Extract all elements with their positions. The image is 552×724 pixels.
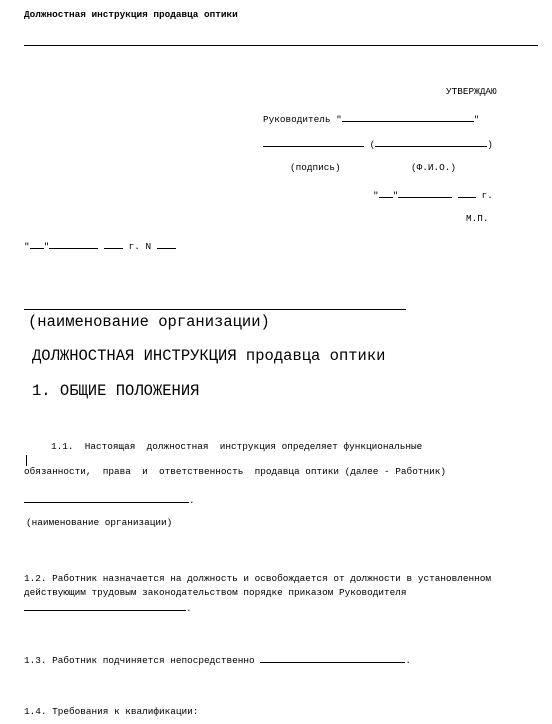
text-cursor — [26, 455, 27, 466]
period: . — [186, 603, 192, 614]
document-title: ДОЛЖНОСТНАЯ ИНСТРУКЦИЯ продавца оптики — [32, 347, 386, 365]
date-quote-close: " — [392, 190, 399, 201]
ref-day-blank — [30, 239, 44, 249]
head-line — [263, 112, 479, 126]
approve-label: УТВЕРЖДАЮ — [446, 86, 497, 97]
ref-year-blank — [104, 239, 123, 249]
period: . — [189, 495, 195, 506]
ref-month-blank — [49, 239, 98, 249]
head-name-blank — [342, 112, 474, 122]
signature-caption: (подпись) — [290, 162, 341, 173]
year-suffix: г. — [481, 190, 493, 201]
clause-1-2-blank-line — [24, 601, 192, 615]
clause-1-2-line1: 1.2. Работник назначается на должность и освобождается от должности в установленном — [24, 573, 491, 584]
clause-1-3-text: 1.3. Работник подчиняется непосредственно — [24, 655, 255, 666]
quote-open: " — [336, 114, 342, 125]
date-quote-open: " — [373, 190, 379, 201]
year-blank — [458, 188, 476, 198]
ref-year-suffix: г. N — [128, 241, 152, 252]
quote-close: " — [473, 114, 480, 125]
document-header-title: Должностная инструкция продавца оптики — [24, 9, 238, 20]
doc-ref-line — [24, 239, 176, 253]
day-blank — [379, 188, 393, 198]
approval-date-line — [373, 188, 493, 202]
signature-line — [263, 137, 493, 151]
head-position-blank — [24, 601, 186, 611]
head-label: Руководитель — [263, 114, 331, 125]
period: . — [405, 655, 411, 666]
paren-close: ) — [487, 139, 493, 150]
clause-1-4-text: 1.4. Требования к квалификации: — [24, 706, 199, 717]
fio-caption: (Ф.И.О.) — [411, 162, 457, 173]
month-blank — [398, 188, 452, 198]
fio-blank — [375, 137, 487, 147]
org-name-rule — [24, 309, 406, 310]
supervisor-blank — [260, 653, 405, 663]
clause-1-1-line1: 1.1. Настоящая должностная инструкция определяет функциональные — [51, 441, 423, 452]
signature-blank — [263, 137, 364, 147]
ref-quote-close: " — [43, 241, 50, 252]
seal-label: М.П. — [466, 213, 489, 224]
clause-1-2-line2: действующим трудовым законодательством порядке приказом Руководителя — [24, 587, 407, 598]
ref-number-blank — [157, 239, 176, 249]
ref-quote-open: " — [24, 241, 30, 252]
org-blank — [24, 493, 189, 503]
clause-1-1-caption: (наименование организации) — [26, 517, 173, 528]
clause-1-1-line2: обязанности, права и ответственность продавца оптики (далее - Работник) — [24, 466, 446, 477]
header-rule — [24, 45, 538, 46]
clause-1-1-org-line — [24, 493, 195, 507]
clause-1-3-line — [24, 653, 411, 667]
org-name-caption: (наименование организации) — [28, 313, 270, 331]
section-1-title: 1. ОБЩИЕ ПОЛОЖЕНИЯ — [32, 382, 200, 400]
paren-open: ( — [369, 139, 376, 150]
